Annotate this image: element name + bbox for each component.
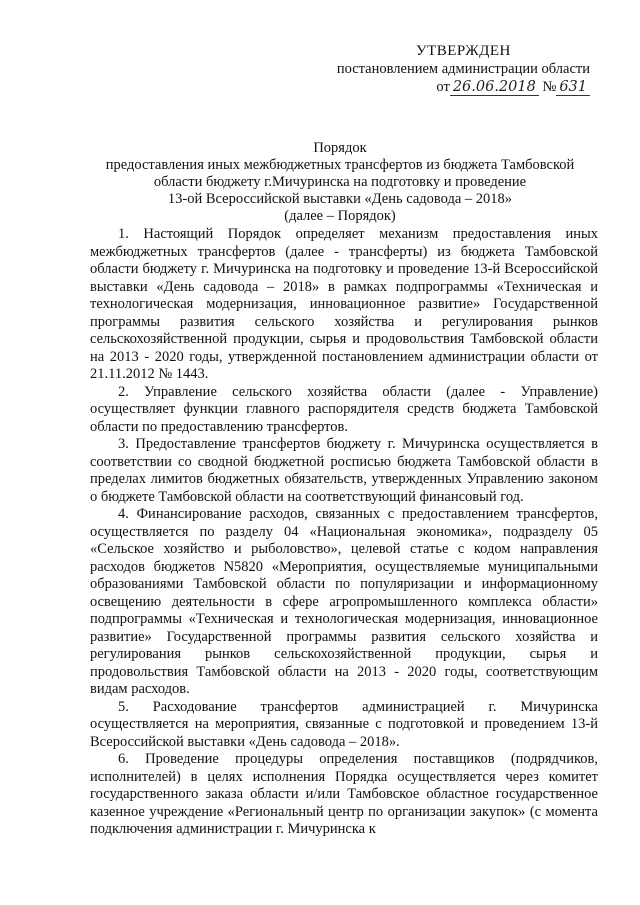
heading-line-1: предоставления иных межбюджетных трансфертов из бюджета Тамбовской: [105, 157, 575, 173]
paragraph-3: 3. Предоставление трансфертов бюджету г. Мичуринска осуществляется в соответствии со сводной бюджетной росписью бюджета Тамбовской области в пределах лимитов бюджетных обязательств, утвержденных Управлению законом о бюджете Тамбовской области на соответствующий финансовый год.: [90, 436, 598, 505]
paragraph-1: 1. Настоящий Порядок определяет механизм предоставления иных межбюджетных трансфертов (далее - трансферты) из бюджета Тамбовской области бюджету г. Мичуринска на подготовку и проведение 13-й Всероссийской выставки «День садовода – 2018» в рамках подпрограммы «Техническая и технологическая модернизация, инновационное развитие» Государственной программы развития сельского хозяйства и регулирования рынков сельскохозяйственной продукции, сырья и продовольствия Тамбовской области на 2013 - 2020 годы, утвержденной постановлением администрации области от 21.11.2012 № 1443.: [90, 226, 598, 382]
paragraph-5: 5. Расходование трансфертов администрацией г. Мичуринска осуществляется на мероприятия, связанные с подготовкой и проведением 13-й Всероссийской выставки «День садовода – 2018».: [90, 698, 598, 750]
approval-stamp: [337, 42, 590, 96]
heading-title: Порядок: [313, 140, 367, 156]
paragraph-2: 2. Управление сельского хозяйства области (далее - Управление) осуществляет функции главного распорядителя средств бюджета Тамбовской области по предоставлению трансфертов.: [90, 383, 598, 435]
paragraph-4: 4. Финансирование расходов, связанных с предоставлением трансфертов, осуществляется по разделу 04 «Национальная экономика», подразделу 05 «Сельское хозяйство и рыболовство», целевой статье с кодом направления расходов бюджетов N5820 «Мероприятия, осуществляемые муниципальными образованиями Тамбовской области по популяризации и информационному освещению деятельности в сфере агропромышленного комплекса области» подпрограммы «Техническая и технологическая модернизация, инновационное развитие» Государственной программы развития сельского хозяйства и регулирования рынков сельскохозяйственной продукции, сырья и продовольствия Тамбовской области на 2013 - 2020 годы, соответствующим видам расходов.: [90, 506, 598, 697]
handwritten-number: 631: [556, 79, 590, 96]
document-body: [90, 226, 598, 839]
document-heading: [70, 140, 610, 225]
paragraph-6: 6. Проведение процедуры определения поставщиков (подрядчиков, исполнителей) в целях исполнения Порядка осуществляется через комитет государственного заказа области и/или Тамбовское областное государственное казенное учреждение «Региональный центр по организации закупок» (с момента подключения администрации г. Мичуринска к: [90, 751, 598, 837]
approval-date-line: [337, 78, 590, 96]
approval-line: постановлением администрации области: [336, 61, 590, 77]
handwritten-date: 26.06.2018: [450, 79, 539, 96]
heading-line-3: 13-ой Всероссийской выставки «День садовода – 2018»: [167, 191, 513, 207]
approval-title: УТВЕРЖДЕН: [415, 43, 511, 59]
date-prefix: от: [436, 79, 450, 95]
heading-line-2: области бюджету г.Мичуринска на подготовку и проведение: [153, 174, 527, 190]
number-prefix: №: [542, 79, 557, 95]
heading-line-4: (далее – Порядок): [284, 208, 396, 224]
